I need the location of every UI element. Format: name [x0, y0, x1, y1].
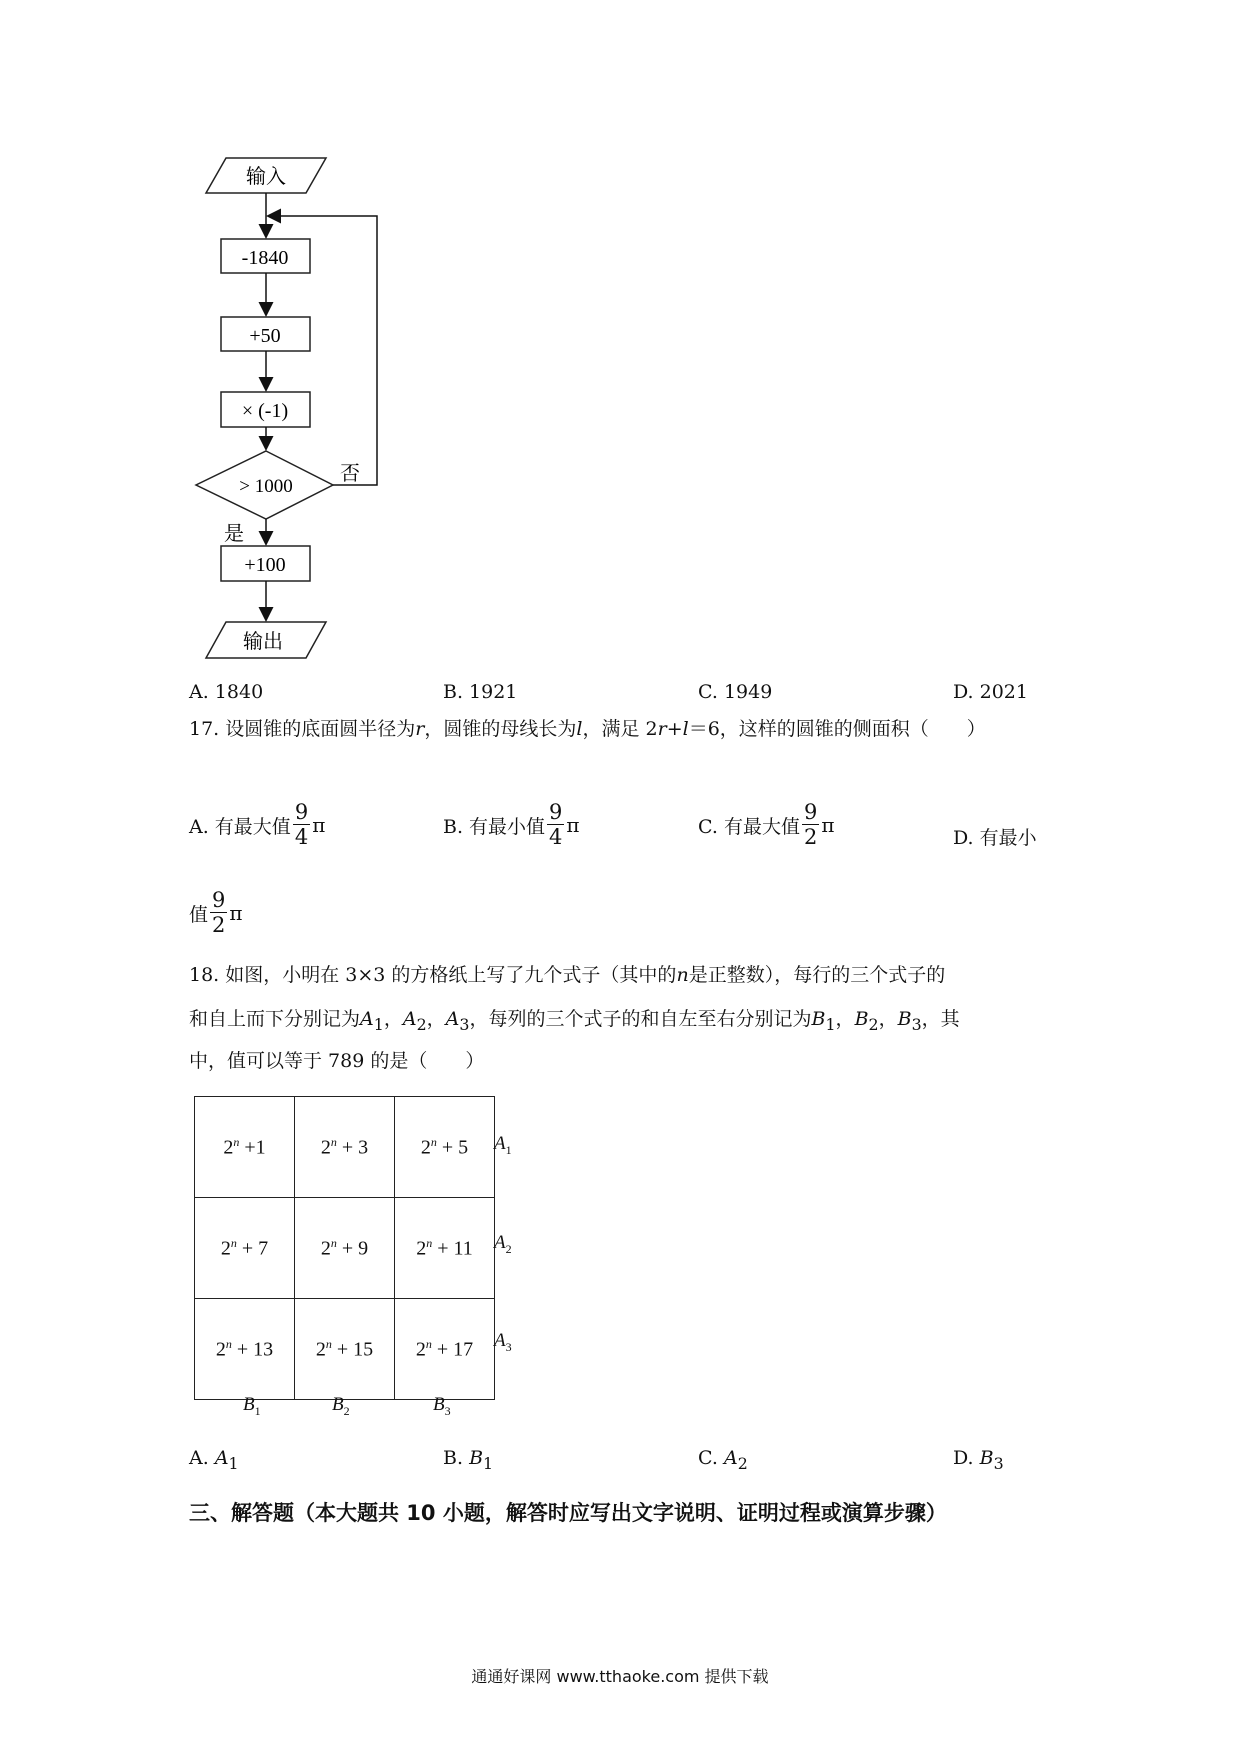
output-parallelogram	[206, 622, 326, 658]
cell-term: + 7	[241, 1237, 269, 1260]
exponent: n	[330, 1134, 337, 1149]
pi-symbol: π	[566, 813, 580, 837]
grid-cell	[195, 1198, 295, 1299]
base: 2	[416, 1237, 427, 1260]
step-add-label: +50	[249, 325, 281, 347]
var: A	[723, 1447, 738, 1469]
step-add100-label: +100	[244, 554, 286, 576]
exponent: n	[330, 1235, 337, 1250]
sub-3: 3	[459, 1014, 470, 1034]
q16-option-d: D. 2021	[953, 681, 1028, 703]
input-label: 输入	[246, 164, 286, 188]
denominator: 2	[803, 825, 818, 849]
letter: A	[494, 1133, 506, 1154]
exponent: n	[325, 1336, 332, 1351]
cell-term: + 13	[236, 1338, 274, 1361]
var-A2: A	[402, 1008, 417, 1030]
var-r2: r	[657, 718, 667, 740]
q17-option-d-label: D. 有最小	[953, 827, 1037, 849]
cell-term: + 11	[437, 1237, 473, 1260]
sub: 2	[737, 1453, 748, 1473]
col-label-b1	[243, 1394, 261, 1419]
grid-cell	[295, 1198, 395, 1299]
sub: 3	[993, 1453, 1004, 1473]
var-A1: A	[360, 1008, 374, 1030]
col-label-b2	[332, 1394, 350, 1419]
q17-stem-mid1: ，圆锥的母线长为	[424, 718, 577, 740]
sub-2: 2	[868, 1014, 879, 1034]
sub-1: 1	[825, 1014, 836, 1034]
col-label-b3	[433, 1394, 451, 1419]
q17-option-a-label: A. 有最大值	[189, 815, 291, 838]
q18-option-a	[189, 1447, 239, 1473]
letter: A	[494, 1330, 506, 1351]
row-label-a1	[494, 1133, 512, 1158]
q17-option-c-label: C. 有最大值	[698, 815, 800, 838]
base: 2	[420, 1136, 431, 1159]
grid-3x3	[194, 1096, 495, 1400]
cell-term: + 5	[441, 1136, 469, 1159]
step-multiply-box	[221, 392, 310, 427]
var-B3: B	[897, 1008, 912, 1030]
row-label-a3	[494, 1330, 512, 1355]
q18-option-c	[698, 1447, 748, 1473]
numerator: 9	[294, 800, 309, 824]
table-row	[195, 1198, 495, 1299]
base: 2	[415, 1338, 426, 1361]
sub: 3	[505, 1339, 512, 1354]
base: 2	[320, 1136, 331, 1159]
pi-symbol: π	[312, 813, 326, 837]
no-label: 否	[340, 461, 360, 485]
comma: ，	[383, 1008, 403, 1030]
comma: ，	[426, 1008, 446, 1030]
grid-cell	[195, 1299, 295, 1400]
base: 2	[320, 1237, 331, 1260]
comma: ，	[878, 1008, 898, 1030]
sub: 2	[505, 1241, 512, 1256]
exponent: n	[225, 1336, 232, 1351]
sub: 2	[343, 1403, 350, 1418]
base: 2	[315, 1338, 326, 1361]
var-B1: B	[811, 1008, 826, 1030]
q18-line1-a: 18. 如图，小明在 3×3 的方格纸上写了九个式子（其中的	[189, 964, 677, 986]
numerator: 9	[803, 800, 818, 824]
q16-option-a: A. 1840	[189, 681, 264, 703]
numerator: 9	[549, 800, 563, 824]
exponent: n	[430, 1134, 437, 1149]
option-letter: D.	[953, 1447, 974, 1469]
step-add100-box	[221, 546, 310, 581]
q17-option-b	[443, 802, 580, 848]
comma: ，	[835, 1008, 855, 1030]
denominator: 4	[549, 825, 563, 849]
q17-option-d-cont	[189, 890, 243, 936]
cell-term: + 3	[341, 1136, 369, 1159]
sub: 1	[254, 1403, 261, 1418]
grid-cell	[195, 1097, 295, 1198]
sub-1: 1	[373, 1014, 384, 1034]
var-r: r	[415, 718, 425, 740]
q17-option-b-label: B. 有最小值	[443, 815, 546, 838]
sub: 3	[444, 1403, 451, 1418]
page-footer: 通通好课网 www.tthaoke.com 提供下载	[471, 1667, 769, 1686]
pi-symbol: π	[821, 813, 835, 837]
q18-line2-b: ，每列的三个式子的和自左至右分别记为	[469, 1008, 812, 1030]
letter: B	[243, 1394, 255, 1415]
q18-line3: 中，值可以等于 789 的是（ ）	[189, 1050, 485, 1072]
option-letter: B.	[443, 1447, 464, 1469]
q17-stem-tail: ＝6，这样的圆锥的侧面积（ ）	[688, 718, 986, 740]
var: A	[214, 1447, 229, 1469]
grid-cell	[395, 1299, 495, 1400]
table-row	[195, 1097, 495, 1198]
q18-line2-end: ，其	[921, 1008, 960, 1030]
sub-3: 3	[911, 1014, 922, 1034]
q18-option-b	[443, 1447, 493, 1473]
var-B2: B	[854, 1008, 869, 1030]
input-parallelogram	[206, 158, 326, 193]
row-label-a2	[494, 1232, 512, 1257]
yes-label: 是	[224, 521, 244, 545]
fraction-9-4	[547, 802, 564, 848]
step-subtract-box	[221, 239, 310, 273]
denominator: 4	[294, 825, 309, 849]
grid-cell	[295, 1299, 395, 1400]
cell-term: + 9	[341, 1237, 369, 1260]
exponent: n	[426, 1235, 433, 1250]
q18-line2	[189, 1010, 960, 1033]
fraction-9-4	[293, 802, 310, 848]
cell-term: + 15	[336, 1338, 374, 1361]
numerator: 9	[212, 888, 226, 912]
cell-term: +1	[244, 1136, 266, 1159]
denominator: 2	[212, 913, 226, 937]
step-multiply-label: × (-1)	[241, 400, 289, 422]
sub: 1	[228, 1453, 239, 1473]
q16-option-b: B. 1921	[443, 681, 518, 703]
var-l2: l	[682, 718, 689, 740]
letter: B	[433, 1394, 445, 1415]
var: B	[469, 1447, 484, 1469]
flowchart	[0, 0, 520, 680]
section-heading: 三、解答题（本大题共 10 小题，解答时应写出文字说明、证明过程或演算步骤）	[189, 1501, 947, 1525]
step-add-box	[221, 317, 310, 351]
exponent: n	[233, 1134, 240, 1149]
q18-line1	[189, 966, 945, 985]
q17-stem-mid2: ，满足 2	[582, 718, 658, 740]
grid-cell	[295, 1097, 395, 1198]
plus-sign: +	[666, 718, 683, 740]
q17-option-d	[953, 823, 1037, 850]
fraction-9-2	[210, 890, 227, 936]
step-subtract-label: -1840	[241, 247, 289, 269]
sub: 1	[483, 1453, 494, 1473]
table-row	[195, 1299, 495, 1400]
letter: A	[494, 1232, 506, 1253]
var: B	[979, 1447, 994, 1469]
condition-diamond	[196, 451, 333, 519]
option-letter: C.	[698, 1447, 718, 1469]
q17-stem	[189, 720, 986, 739]
sub: 1	[505, 1142, 512, 1157]
condition-label: > 1000	[239, 476, 293, 497]
exponent: n	[425, 1336, 432, 1351]
fraction-9-2	[802, 802, 819, 848]
var-A3: A	[445, 1008, 460, 1030]
var-l: l	[576, 718, 583, 740]
grid-cell	[395, 1097, 495, 1198]
q17-option-a	[189, 802, 325, 848]
cell-term: + 17	[436, 1338, 474, 1361]
base: 2	[220, 1237, 231, 1260]
base: 2	[215, 1338, 226, 1361]
q17-stem-prefix: 17. 设圆锥的底面圆半径为	[189, 718, 416, 740]
grid-cell	[395, 1198, 495, 1299]
pi-symbol: π	[229, 901, 243, 925]
exponent: n	[230, 1235, 237, 1250]
q18-line2-a: 和自上而下分别记为	[189, 1008, 361, 1030]
q18-line1-b: 是正整数），每行的三个式子的	[688, 964, 946, 986]
sub-2: 2	[416, 1014, 427, 1034]
option-letter: A.	[189, 1447, 209, 1469]
q18-option-d	[953, 1447, 1004, 1473]
base: 2	[223, 1136, 234, 1159]
letter: B	[332, 1394, 344, 1415]
var-n: n	[676, 964, 689, 986]
output-label: 输出	[243, 629, 283, 653]
q17-option-c	[698, 802, 834, 848]
q17-option-d-cont-label: 值	[189, 903, 209, 926]
q16-option-c: C. 1949	[698, 681, 773, 703]
